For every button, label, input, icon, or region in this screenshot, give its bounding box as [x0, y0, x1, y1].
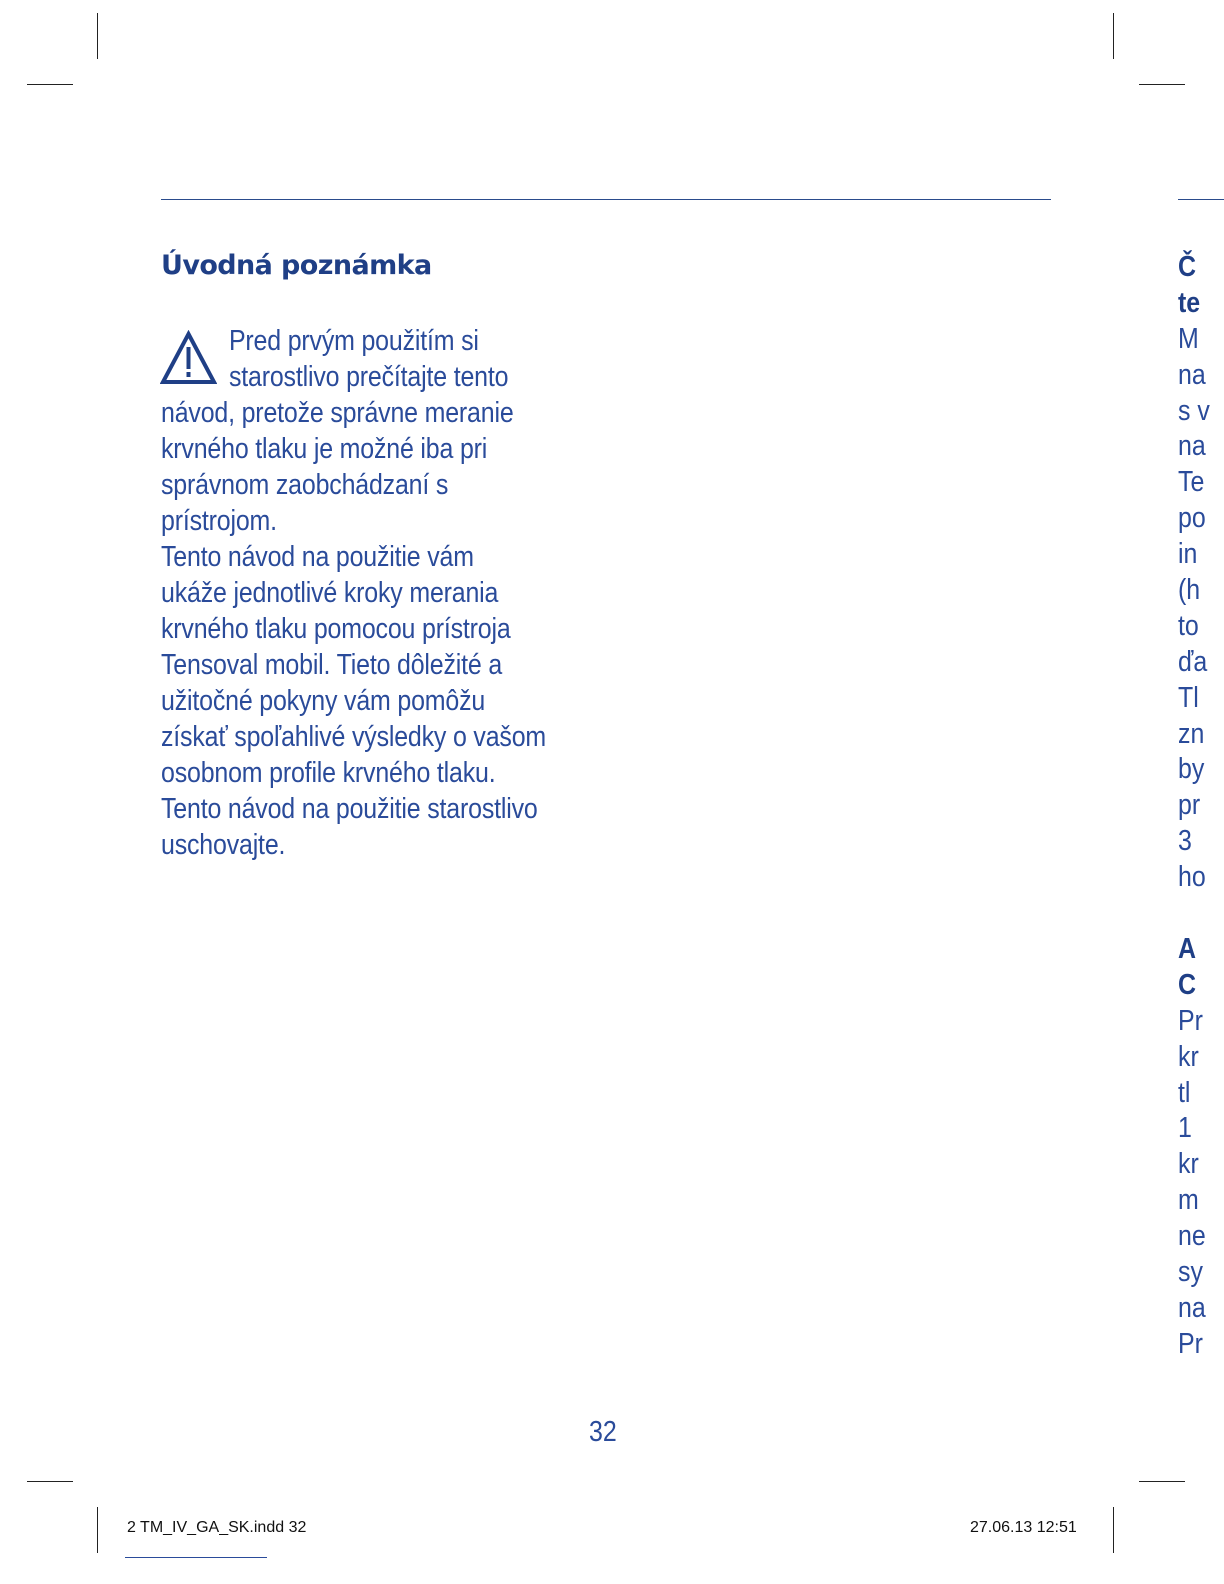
body-line: osobnom profile krvného tlaku. — [161, 757, 496, 789]
page-number: 32 — [589, 1416, 617, 1448]
next-page-text-line: ďa — [1178, 645, 1208, 678]
next-page-heading-line: te — [1178, 286, 1201, 319]
intro-line: Pred prvým použitím si — [228, 325, 479, 357]
next-page-text-line: na — [1178, 358, 1206, 391]
next-page-text-line: ne — [1178, 1220, 1206, 1253]
crop-mark-top-left-vertical — [97, 13, 98, 59]
crop-mark-bottom-right-vertical — [1113, 1507, 1114, 1553]
crop-mark-bottom-right-horizontal — [1139, 1481, 1185, 1482]
body-line: Tento návod na použitie starostlivo — [161, 793, 538, 825]
print-slug-datetime: 27.06.13 12:51 — [970, 1519, 1077, 1536]
intro-body — [161, 323, 547, 863]
next-page-column — [1178, 250, 1218, 1363]
next-page-text-line: s v — [1178, 394, 1210, 427]
next-page-heading-line: C — [1178, 968, 1197, 1001]
next-page-heading-line: A — [1178, 933, 1197, 966]
next-page-text-line: na — [1178, 1291, 1206, 1324]
next-page-text-line: M — [1178, 322, 1199, 355]
body-line: návod, pretože správne meranie — [161, 397, 514, 429]
next-page-text-line: sy — [1178, 1256, 1203, 1289]
header-rule-next-page — [1178, 199, 1224, 200]
next-page-text-line: m — [1178, 1184, 1199, 1217]
next-page-text-line: kr — [1178, 1148, 1199, 1181]
print-slug-file: 2 TM_IV_GA_SK.indd 32 — [127, 1519, 307, 1536]
paragraph-gap — [1178, 896, 1218, 932]
next-page-text-line: Te — [1178, 466, 1205, 499]
body-line: získať spoľahlivé výsledky o vašom — [161, 721, 547, 753]
crop-mark-bottom-left-vertical — [97, 1507, 98, 1553]
crop-mark-top-left-horizontal — [27, 84, 73, 85]
next-page-text-line: to — [1178, 609, 1199, 642]
body-line: ukáže jednotlivé kroky merania — [161, 577, 499, 609]
next-page-text-line: (h — [1178, 574, 1201, 607]
next-page-text-line: zn — [1178, 717, 1205, 750]
print-slug-underline — [125, 1557, 267, 1558]
crop-mark-top-right-horizontal — [1139, 84, 1185, 85]
next-page-text-line: na — [1178, 430, 1206, 463]
body-line: krvného tlaku je možné iba pri — [161, 433, 488, 465]
next-page-text-line: po — [1178, 502, 1206, 535]
crop-mark-top-right-vertical — [1113, 13, 1114, 59]
body-line: prístrojom. — [161, 505, 277, 537]
next-page-text-line: Tl — [1178, 681, 1199, 714]
next-page-text-line: tl — [1178, 1076, 1191, 1109]
next-page-text-line: 1 — [1178, 1112, 1192, 1145]
next-page-text-line: Pr — [1178, 1327, 1203, 1360]
next-page-text-line: kr — [1178, 1040, 1199, 1073]
section-heading: Úvodná poznámka — [161, 250, 432, 281]
body-line: Tensoval mobil. Tieto dôležité a — [161, 649, 503, 681]
body-line: správnom zaobchádzaní s — [161, 469, 449, 501]
body-line: krvného tlaku pomocou prístroja — [161, 613, 511, 645]
body-line: užitočné pokyny vám pomôžu — [161, 685, 486, 717]
next-page-text-line: by — [1178, 753, 1205, 786]
body-line: Tento návod na použitie vám — [161, 541, 474, 573]
next-page-text-line: Pr — [1178, 1004, 1203, 1037]
body-line: uschovajte. — [161, 829, 286, 861]
next-page-heading-line: Č — [1178, 251, 1197, 283]
next-page-text-line: 3 — [1178, 825, 1192, 858]
header-rule — [161, 199, 1051, 200]
intro-line: starostlivo prečítajte tento — [228, 361, 509, 393]
next-page-text-line: pr — [1178, 789, 1201, 822]
next-page-text-line: in — [1178, 538, 1198, 571]
next-page-text-line: ho — [1178, 861, 1206, 894]
crop-mark-bottom-left-horizontal — [27, 1481, 73, 1482]
